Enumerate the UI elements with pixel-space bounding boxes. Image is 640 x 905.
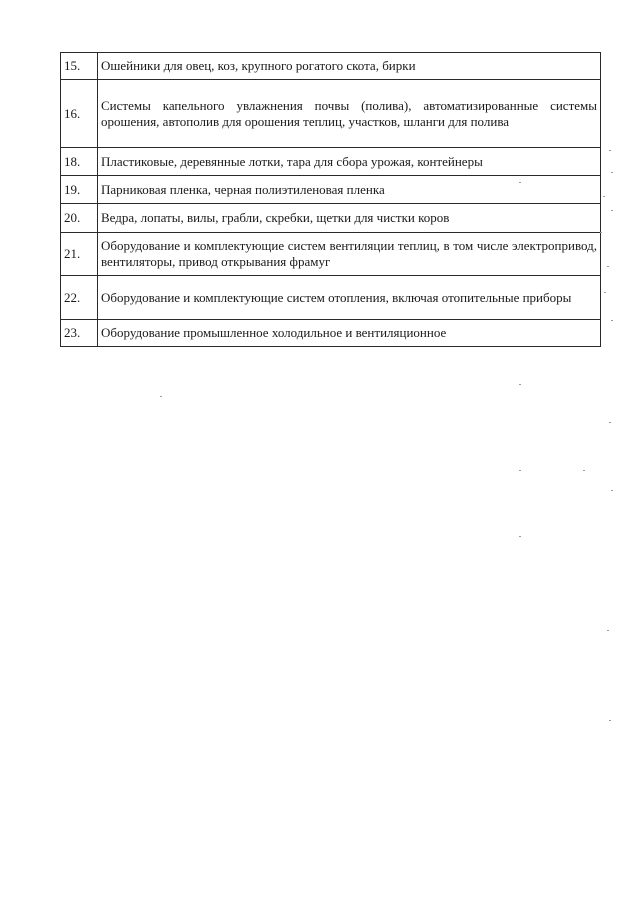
row-number: 19. [61, 176, 98, 204]
row-number: 22. [61, 276, 98, 320]
table-row [61, 80, 601, 148]
row-description: Оборудование и комплектующие систем вентиляции теплиц, в том числе электропривод, вентиляторы, привод открывания фрамуг [98, 233, 601, 276]
row-description: Пластиковые, деревянные лотки, тара для сбора урожая, контейнеры [98, 148, 601, 176]
row-description: Парниковая пленка, черная полиэтиленовая пленка [98, 176, 601, 204]
table-row [61, 320, 601, 347]
row-description: Ошейники для овец, коз, крупного рогатого скота, бирки [98, 53, 601, 80]
row-number: 20. [61, 204, 98, 233]
table-row [61, 148, 601, 176]
table-row [61, 276, 601, 320]
table-row [61, 176, 601, 204]
row-description: Оборудование промышленное холодильное и вентиляционное [98, 320, 601, 347]
row-number: 21. [61, 233, 98, 276]
table-row [61, 53, 601, 80]
row-description: Оборудование и комплектующие систем отопления, включая отопительные приборы [98, 276, 601, 320]
row-number: 16. [61, 80, 98, 148]
items-table [60, 52, 601, 347]
table-row [61, 204, 601, 233]
row-number: 23. [61, 320, 98, 347]
row-number: 18. [61, 148, 98, 176]
row-description: Ведра, лопаты, вилы, грабли, скребки, щетки для чистки коров [98, 204, 601, 233]
table-row [61, 233, 601, 276]
row-description: Системы капельного увлажнения почвы (полива), автоматизированные системы орошения, автополив для орошения теплиц, участков, шланги для полива [98, 80, 601, 148]
row-number: 15. [61, 53, 98, 80]
